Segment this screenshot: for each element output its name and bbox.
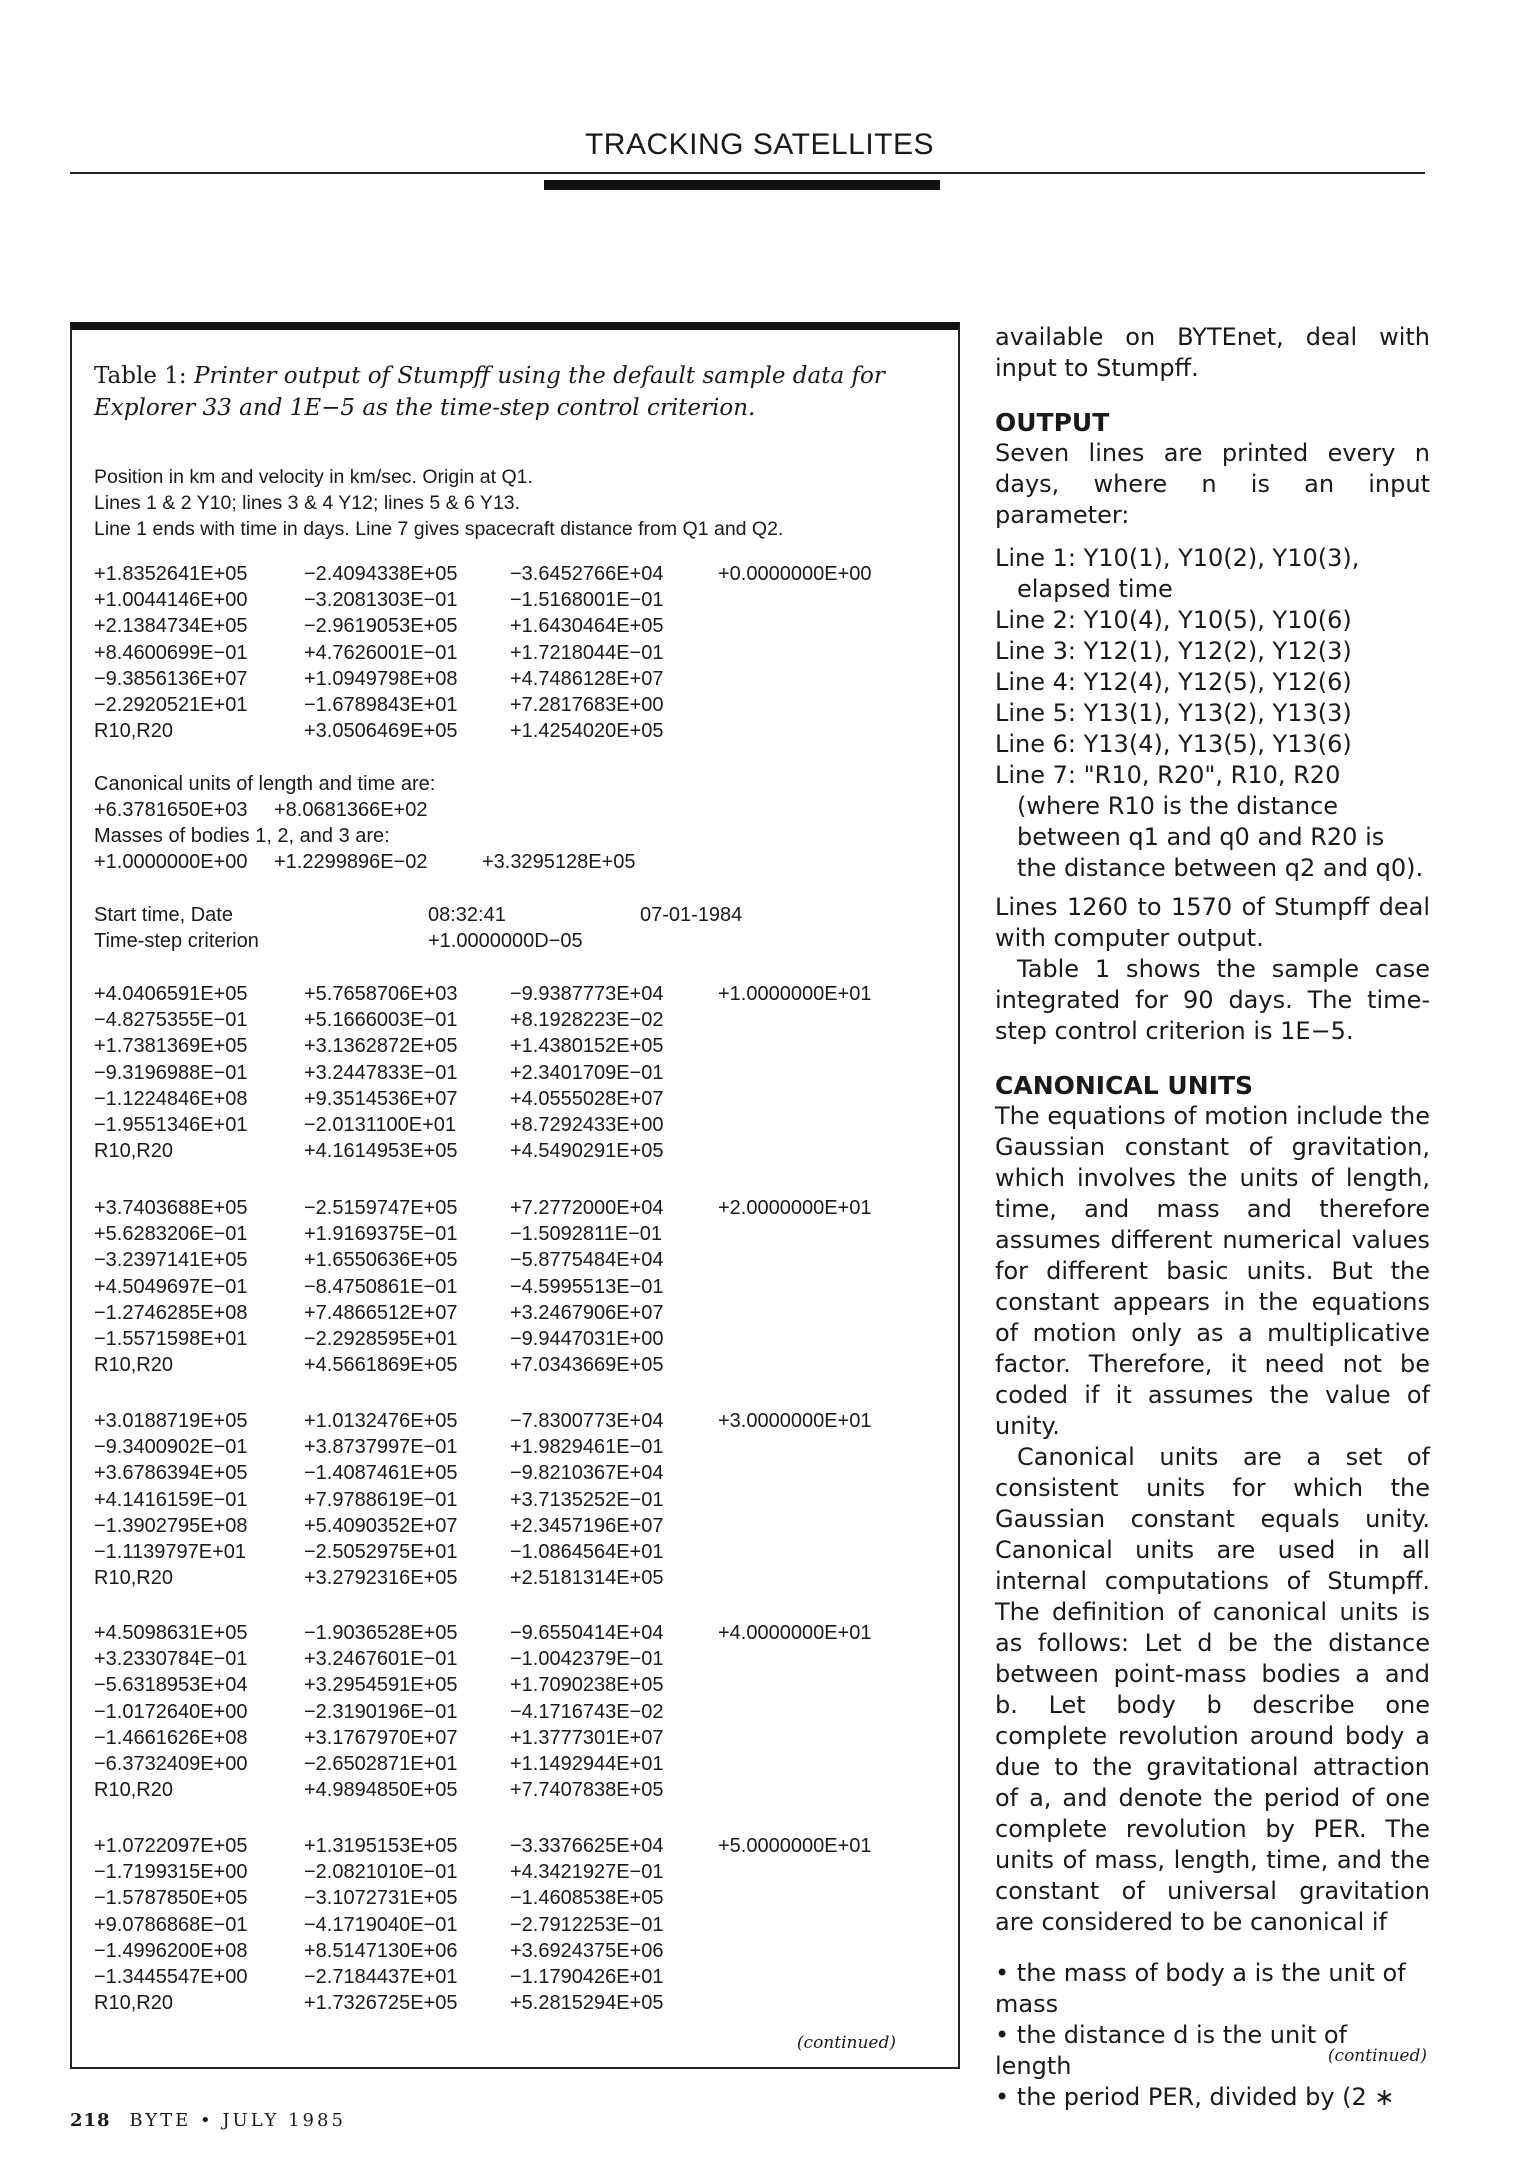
- table-cell: −4.5995513E−01: [510, 1275, 664, 1298]
- table-cell: −4.8275355E−01: [94, 1009, 248, 1032]
- table-cell: +1.3195153E+05: [304, 1835, 458, 1857]
- table-cell: +7.7407838E+05: [510, 1779, 664, 1802]
- table-cell: −9.3856136E+07: [94, 667, 248, 690]
- table-paragraph: Table 1 shows the sample case integrated for 90 days. The time-step control criterion is 1E−5.: [995, 955, 1430, 1045]
- intro-paragraph: available on BYTEnet, deal with input to Stumpff.: [995, 323, 1430, 382]
- table-cell: −3.3376625E+04: [510, 1835, 664, 1857]
- table-cell: +8.4600699E−01: [94, 641, 248, 664]
- table-cell: +3.0506469E+05: [304, 720, 458, 743]
- desc-line: Position in km and velocity in km/sec. Origin at Q1.: [94, 466, 533, 488]
- table-cell: −1.5571598E+01: [94, 1328, 248, 1350]
- table-cell: −1.7199315E+00: [94, 1861, 248, 1884]
- table-cell: +9.3514536E+07: [304, 1087, 458, 1110]
- table-cell: −1.5787850E+05: [94, 1887, 248, 1910]
- table-cell: +3.2330784E−01: [94, 1648, 248, 1671]
- table-cell: −2.7184437E+01: [304, 1966, 458, 1988]
- table-cell: +4.1416159E−01: [94, 1488, 248, 1511]
- list-item: • the mass of body a is the unit of mass: [995, 1959, 1406, 2018]
- table-cell: +4.5661869E+05: [304, 1354, 458, 1377]
- table-cell: +3.0000000E+01: [718, 1410, 872, 1432]
- table-cell: +4.7486128E+07: [510, 667, 664, 690]
- body-text-column: [995, 322, 1430, 2113]
- table-cell: R10,R20: [94, 720, 173, 743]
- table-cell: +9.0786868E−01: [94, 1913, 248, 1936]
- caption-lead: Table 1:: [94, 363, 194, 389]
- table-cell: +1.7090238E+05: [510, 1674, 664, 1697]
- table-cell: +2.3457196E+07: [510, 1514, 664, 1537]
- table-continued: (continued): [796, 2033, 896, 2053]
- desc-line: Lines 1 & 2 Y10; lines 3 & 4 Y12; lines 5 & 6 Y13.: [94, 492, 521, 514]
- table-cell: −1.1224846E+08: [94, 1087, 248, 1110]
- table-cell: −3.6452766E+04: [510, 563, 664, 585]
- list-item: • the period PER, divided by (2 ∗: [995, 2083, 1395, 2111]
- table-cell: +1.6430464E+05: [510, 615, 664, 638]
- table-cell: +5.0000000E+01: [718, 1835, 872, 1857]
- table-cell: −1.4661626E+08: [94, 1726, 248, 1749]
- table-cell: +1.0722097E+05: [94, 1835, 248, 1857]
- table-cell: −8.4750861E−01: [304, 1275, 458, 1298]
- table-cell: +7.2772000E+04: [510, 1197, 664, 1219]
- table-cell: −6.3732409E+00: [94, 1753, 248, 1775]
- canonical-paragraph-2: Canonical units are a set of consistent units for which the Gaussian constant equals unity. Canonical units are used in all internal computations of Stumpff. The definition of canonical units is as follows: Let d be the distance between point-mass bodies a and b. Let body b describe one complete revolution around body a due to the gravitational attraction of a, and denote the period of one complete revolution by PER. The units of mass, length, time, and the constant of universal gravitation are considered to be canonical if: [995, 1443, 1430, 1936]
- table-cell: −1.4087461E+05: [304, 1462, 458, 1485]
- table-cell: −5.6318953E+04: [94, 1674, 248, 1697]
- table-cell: −9.3196988E−01: [94, 1061, 248, 1084]
- table-cell: −1.1790426E+01: [510, 1966, 664, 1988]
- table-cell: +3.7403688E+05: [94, 1197, 248, 1219]
- table-cell: +1.9829461E−01: [510, 1436, 664, 1459]
- list-item: Line 7: "R10, R20", R10, R20 (where R10 is the distance between q1 and q0 and R20 is the distance between q2 and q0).: [995, 761, 1424, 882]
- table-cell: +1.0949798E+08: [304, 667, 458, 690]
- table-cell: +4.9894850E+05: [304, 1779, 458, 1802]
- table-description: [94, 464, 783, 542]
- output-paragraph: Seven lines are printed every n days, where n is an input parameter:: [995, 439, 1430, 529]
- table-cell: −2.9619053E+05: [304, 615, 458, 638]
- table-cell: +1.7218044E−01: [510, 641, 664, 664]
- table-cell: −2.5052975E+01: [304, 1541, 458, 1563]
- table-cell: −1.3902795E+08: [94, 1514, 248, 1537]
- table-cell: −9.3400902E−01: [94, 1436, 248, 1459]
- table-cell: +3.2467601E−01: [304, 1648, 458, 1671]
- table-cell: −1.3445547E+00: [94, 1966, 248, 1988]
- table-cell: +5.1666003E−01: [304, 1009, 458, 1032]
- table-cell: +2.3401709E−01: [510, 1061, 664, 1084]
- table-cell: +4.5049697E−01: [94, 1275, 248, 1298]
- footer-text: BYTE • JULY 1985: [129, 2110, 346, 2131]
- table-cell: −2.5159747E+05: [304, 1197, 458, 1219]
- table-cell: +3.6786394E+05: [94, 1462, 248, 1485]
- table-cell: −9.8210367E+04: [510, 1462, 664, 1485]
- table-cell: −7.8300773E+04: [510, 1410, 664, 1432]
- caption-text: Printer output of Stumpff using the default sample data for Explorer 33 and 1E−5 as the time-step control criterion.: [94, 363, 885, 421]
- table-cell: −1.5168001E−01: [510, 589, 664, 612]
- table-cell: −1.2746285E+08: [94, 1301, 248, 1324]
- table-cell: −3.1072731E+05: [304, 1887, 458, 1910]
- column-continued: (continued): [1327, 2046, 1427, 2066]
- table-cell: R10,R20: [94, 1992, 173, 2015]
- table-cell: R10,R20: [94, 1567, 173, 1590]
- table-cell: +1.4254020E+05: [510, 720, 664, 743]
- table-cell: −2.7912253E−01: [510, 1913, 664, 1936]
- table-cell: +4.5098631E+05: [94, 1622, 248, 1644]
- list-item: Line 6: Y13(4), Y13(5), Y13(6): [995, 730, 1352, 758]
- table-cell: +4.7626001E−01: [304, 641, 458, 664]
- table-cell: +3.1362872E+05: [304, 1035, 458, 1058]
- table-cell: −3.2397141E+05: [94, 1249, 248, 1272]
- table-cell: −2.2928595E+01: [304, 1328, 458, 1350]
- table-cell: −9.9387773E+04: [510, 983, 664, 1005]
- list-item: Line 1: Y10(1), Y10(2), Y10(3), elapsed time: [995, 544, 1360, 603]
- table-cell: −2.2920521E+01: [94, 694, 248, 716]
- table-cell: +1.4380152E+05: [510, 1035, 664, 1058]
- table-cell: −1.1139797E+01: [94, 1541, 247, 1563]
- table-cell: +7.9788619E−01: [304, 1488, 458, 1511]
- page-footer: [70, 2110, 346, 2131]
- table-cell: +4.0000000E+01: [718, 1622, 872, 1644]
- canonical-heading: CANONICAL UNITS: [995, 1071, 1254, 1100]
- table-cell: +3.0188719E+05: [94, 1410, 248, 1432]
- table-cell: +7.0343669E+05: [510, 1354, 664, 1377]
- lines-paragraph: Lines 1260 to 1570 of Stumpff deal with computer output.: [995, 893, 1430, 952]
- table-cell: R10,R20: [94, 1140, 173, 1163]
- table-cell: −1.0864564E+01: [510, 1541, 664, 1563]
- table-cell: −3.2081303E−01: [304, 589, 458, 612]
- table-cell: +2.5181314E+05: [510, 1567, 664, 1590]
- table-cell: +1.7381369E+05: [94, 1035, 248, 1058]
- table-cell: +3.2467906E+07: [510, 1301, 664, 1324]
- table-cell: +1.0132476E+05: [304, 1410, 458, 1432]
- table-cell: +1.9169375E−01: [304, 1223, 458, 1246]
- list-item: Line 4: Y12(4), Y12(5), Y12(6): [995, 668, 1352, 696]
- table-cell: +3.6924375E+06: [510, 1939, 664, 1962]
- table-cell: +1.0000000E+01: [718, 983, 872, 1005]
- table-cell: +3.2447833E−01: [304, 1061, 458, 1084]
- table-cell: +1.8352641E+05: [94, 563, 248, 585]
- table-cell: +1.7326725E+05: [304, 1992, 458, 2015]
- table-cell: +1.3777301E+07: [510, 1726, 664, 1749]
- list-item: Line 5: Y13(1), Y13(2), Y13(3): [995, 699, 1352, 727]
- table-cell: −2.6502871E+01: [304, 1753, 458, 1775]
- table-cell: −1.6789843E+01: [304, 694, 458, 716]
- table-1: Table 1: Printer output of Stumpff using the default sample data for Explorer 33 and 1E−5 as the time-step control criterion. Position in km and velocity in km/sec. Origin at Q1. Lines 1 & 2 Y10; lines 3 & 4 Y12; lines 5 & 6 Y13. Line 1 ends with time in days. Line 7 gives spacecraft distance from Q1 and Q2. +1.8352641E+05 −2.4094338E+05 −3.6452766E+04 +0.0000000E+00 +1.0044146E+00 −3.2081303E−01 −1.5168001E−01 +2.1384734E+05 −2.9619053E+05 +1.6430464E+05 +8.4600699E−01 +4.7626001E−01 +1.7218044E−01 −9.3856136E+07 +1.0949798E+08 +4.7486128E+07 −2.2920521E+01 −1.6789843E+01 +7.2817683E+00 R10,R20 +3.0506469E+05 +1.4254020E+05 Canonical units of length and time are: +6.3781650E+03 +8.0681366E+02 Masses of bodies 1, 2, and 3 are: +1.0000000E+00 +1.2299896E−02 +3.3295128E+05 Start time, Date 08:32:41 07-01-1984 Time-step criterion +1.0000000D−05 +4.0406591E+05 +5.7658706E+03 −9.9387773E+04 +1.0000000E+01 −4.8275355E−01 +5.1666003E−01 +8.1928223E−02 +1.7381369E+05 +3.1362872E+05 +1.4380152E+05 −9.3196988E−01 +3.2447833E−01 +2.3401709E−01 −1.1224846E+08 +9.3514536E+07 +4.0555028E+07 −1.9551346E+01 −2.0131100E+01 +8.7292433E+00 R10,R20 +4.1614953E+05 +4.5490291E+05 +3.7403688E+05 −2.5159747E+05 +7.2772000E+04 +2.0000000E+01 +5.6283206E−01 +1.9169375E−01 −1.5092811E−01 −3.2397141E+05 +1.6550636E+05 −5.8775484E+04 +4.5049697E−01 −8.4750861E−01 −4.5995513E−01 −1.2746285E+08 +7.4866512E+07 +3.2467906E+07 −1.5571598E+01 −2.2928595E+01 −9.9447031E+00 R10,R20 +4.5661869E+05 +7.0343669E+05 +3.0188719E+05 +1.0132476E+05 −7.8300773E+04 +3.0000000E+01 −9.3400902E−01 +3.8737997E−01 +1.9829461E−01 +3.6786394E+05 −1.4087461E+05 −9.8210367E+04 +4.1416159E−01 +7.9788619E−01 +3.7135252E−01 −1.3902795E+08 +5.4090352E+07 +2.3457196E+07 −1.1139797E+01 −2.5052975E+01 −1.0864564E+01 R10,R20 +3.2792316E+05 +2.5181314E+05 +4.5098631E+05 −1.9036528E+05 −9.6550414E+04 +4.0000000E+01 +3.2330784E−01 +3.2467601E−01 −1.0042379E−01 −5.6318953E+04 +3.2954591E+05 +1.7090238E+05 −1.0172640E+00 −2.3190196E−01 −4.1716743E−02 −1.4661626E+08 +3.1767970E+07 +1.3777301E+07 −6.3732409E+00 −2.6502871E+01 +1.1492944E+01 R10,R20 +4.9894850E+05 +7.7407838E+05 +1.0722097E+05 +1.3195153E+05 −3.3376625E+04 +5.0000000E+01 −1.7199315E+00 −2.0821010E−01 +4.3421927E−01 −1.5787850E+05 −3.1072731E+05 −1.4608538E+05 +9.0786868E−01 −4.1719040E−01 −2.7912253E−01 −1.4996200E+08 +8.5147130E+06 +3.6924375E+06 −1.3445547E+00 −2.7184437E+01 −1.1790426E+01 R10,R20 +1.7326725E+05 +5.2815294E+05 (continued): [70, 322, 960, 2069]
- page-number: 218: [70, 2110, 111, 2131]
- table-cell: −9.6550414E+04: [510, 1622, 664, 1644]
- list-item: Line 3: Y12(1), Y12(2), Y12(3): [995, 637, 1352, 665]
- table-cell: +1.1492944E+01: [510, 1753, 664, 1775]
- table-cell: +5.4090352E+07: [304, 1514, 458, 1537]
- list-item: Line 2: Y10(4), Y10(5), Y10(6): [995, 606, 1352, 634]
- table-cell: −2.0821010E−01: [304, 1861, 458, 1884]
- table-cell: +3.1767970E+07: [304, 1726, 458, 1749]
- table-cell: +4.5490291E+05: [510, 1140, 664, 1163]
- table-cell: +3.8737997E−01: [304, 1436, 458, 1459]
- output-heading: OUTPUT: [995, 408, 1110, 437]
- table-cell: +2.1384734E+05: [94, 615, 248, 638]
- table-cell: −2.0131100E+01: [304, 1114, 457, 1136]
- table-cell: −4.1716743E−02: [510, 1700, 664, 1723]
- table-cell: +1.6550636E+05: [304, 1249, 458, 1272]
- table-cell: +2.0000000E+01: [718, 1197, 872, 1219]
- table-cell: −2.3190196E−01: [304, 1700, 458, 1723]
- table-cell: −1.9551346E+01: [94, 1114, 248, 1136]
- table-cell: −1.4608538E+05: [510, 1887, 664, 1910]
- table-cell: +3.7135252E−01: [510, 1488, 664, 1511]
- desc-line: Line 1 ends with time in days. Line 7 gives spacecraft distance from Q1 and Q2.: [94, 518, 784, 540]
- canonical-paragraph-1: The equations of motion include the Gaussian constant of gravitation, which involves the units of length, time, and mass and therefore assumes different numerical values for different basic units. But the constant appears in the equations of motion only as a multiplicative factor. Therefore, it need not be coded if it assumes the value of unity.: [995, 1102, 1430, 1440]
- table-cell: +7.2817683E+00: [510, 694, 664, 716]
- table-caption: [94, 360, 954, 424]
- output-lines-list: [995, 543, 1430, 884]
- header-rule: [70, 172, 1425, 174]
- table-cell: +4.1614953E+05: [304, 1140, 458, 1163]
- table-cell: R10,R20: [94, 1354, 173, 1377]
- list-item: • the distance d is the unit of length: [995, 2021, 1348, 2080]
- table-cell: −5.8775484E+04: [510, 1249, 664, 1272]
- table-cell: +3.2954591E+05: [304, 1674, 458, 1697]
- table-cell: +5.6283206E−01: [94, 1223, 248, 1246]
- table-cell: +4.0406591E+05: [94, 983, 248, 1005]
- table-cell: +8.1928223E−02: [510, 1009, 664, 1032]
- table-cell: −1.5092811E−01: [510, 1223, 663, 1246]
- table-cell: +3.2792316E+05: [304, 1567, 458, 1590]
- table-cell: −1.0042379E−01: [510, 1648, 664, 1671]
- table-cell: +8.5147130E+06: [304, 1939, 458, 1962]
- table-cell: +4.3421927E−01: [510, 1861, 664, 1884]
- table-cell: −2.4094338E+05: [304, 563, 458, 585]
- table-cell: −4.1719040E−01: [304, 1913, 458, 1936]
- header-bar: [544, 180, 940, 190]
- table-cell: +7.4866512E+07: [304, 1301, 458, 1324]
- table-cell: −9.9447031E+00: [510, 1328, 664, 1350]
- table-cell: +1.0044146E+00: [94, 589, 248, 612]
- table-cell: +8.7292433E+00: [510, 1114, 664, 1136]
- table-cell: −1.9036528E+05: [304, 1622, 458, 1644]
- table-cell: −1.0172640E+00: [94, 1700, 248, 1723]
- running-header: TRACKING SATELLITES: [584, 128, 935, 161]
- table-cell: +4.0555028E+07: [510, 1087, 664, 1110]
- table-cell: −1.4996200E+08: [94, 1939, 248, 1962]
- canonical-bullets: [995, 1958, 1430, 2113]
- table-cell: +0.0000000E+00: [718, 563, 872, 585]
- table-cell: R10,R20: [94, 1779, 173, 1802]
- table-cell: +5.2815294E+05: [510, 1992, 664, 2015]
- table-cell: +5.7658706E+03: [304, 983, 458, 1005]
